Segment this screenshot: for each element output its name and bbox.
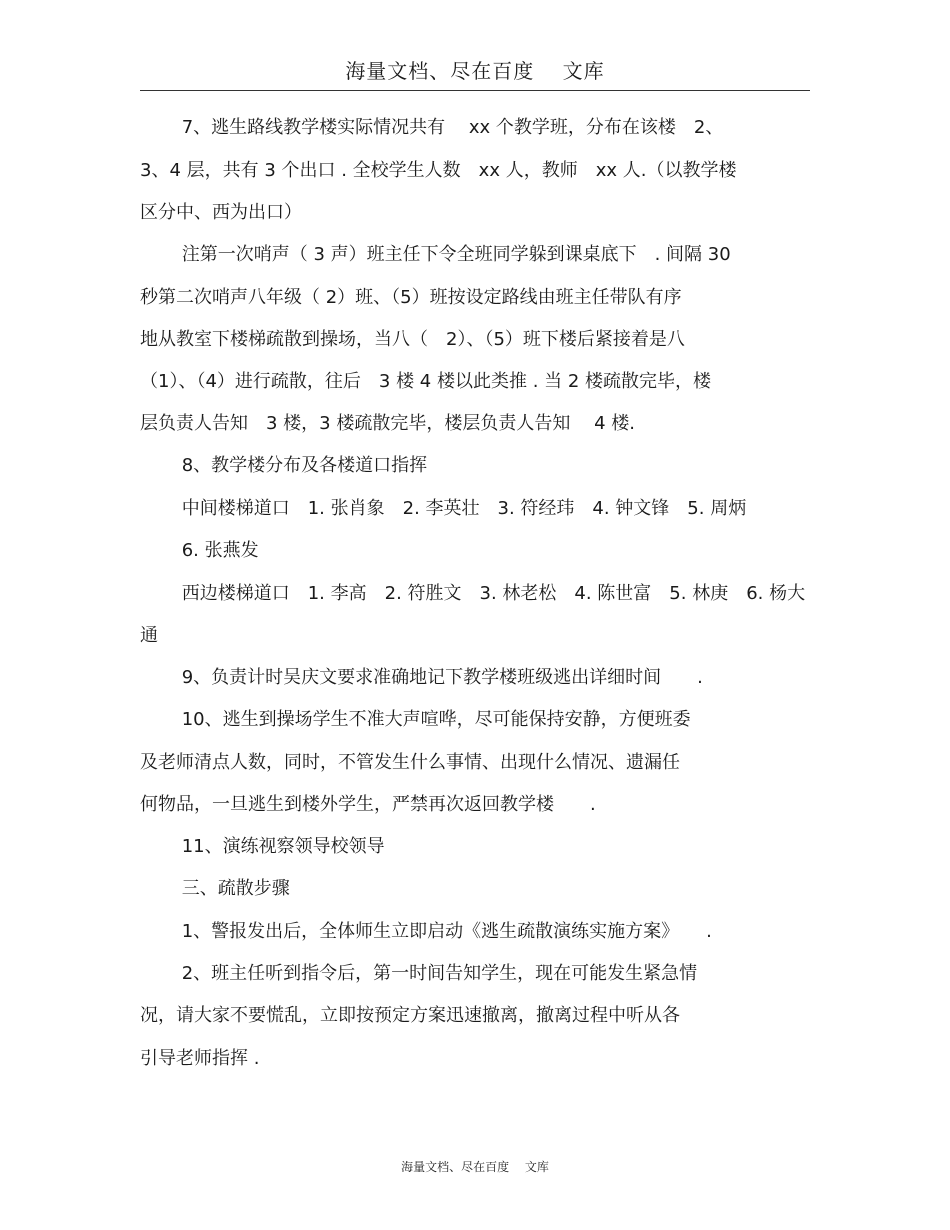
text-line: 西边楼梯道口 1. 李高 2. 符胜文 3. 林老松 4. 陈世富 5. 林庚 6. 杨大: [140, 583, 806, 604]
text-line: 10、逃生到操场学生不准大声喧哗，尽可能保持安静，方便班委: [140, 709, 691, 730]
text-line: 层负责人告知 3 楼，3 楼疏散完毕，楼层负责人告知 4 楼.: [140, 413, 635, 434]
text-line: 3、4 层，共有 3 个出口 . 全校学生人数 xx 人，教师 xx 人.（以教学楼: [140, 160, 737, 181]
text-line: 区分中、西为出口）: [140, 202, 302, 223]
page-header: [140, 56, 810, 91]
text-line: 引导老师指挥 .: [140, 1048, 260, 1069]
page-footer: 海量文档、尽在百度 文库: [401, 1160, 549, 1174]
text-line: 1、警报发出后，全体师生立即启动《逃生疏散演练实施方案》 .: [140, 921, 712, 942]
text-line: 地从教室下楼梯疏散到操场，当八（ 2）、（5）班下楼后紧接着是八: [140, 329, 685, 350]
text-line: 11、演练视察领导校领导: [140, 836, 385, 857]
text-line: 6. 张燕发: [140, 540, 259, 561]
text-line: 及老师清点人数，同时，不管发生什么事情、出现什么情况、遗漏任: [140, 752, 680, 773]
text-line: 注第一次哨声（ 3 声）班主任下令全班同学躲到课桌底下 . 间隔 30: [140, 244, 731, 265]
text-line: （1）、（4）进行疏散，往后 3 楼 4 楼以此类推 . 当 2 楼疏散完毕，楼: [140, 371, 712, 392]
text-line: 秒第二次哨声八年级（ 2）班、（5）班按设定路线由班主任带队有序: [140, 287, 682, 308]
text-line: 8、教学楼分布及各楼道口指挥: [140, 455, 428, 476]
text-line: 7、逃生路线教学楼实际情况共有 xx 个教学班，分布在该楼 2、: [140, 117, 724, 138]
text-line: 中间楼梯道口 1. 张肖象 2. 李英壮 3. 符经玮 4. 钟文锋 5. 周炳: [140, 498, 747, 519]
text-line: 三、疏散步骤: [140, 878, 290, 899]
text-line: 9、负责计时吴庆文要求准确地记下教学楼班级逃出详细时间 .: [140, 667, 703, 688]
header-title: 海量文档、尽在百度 文库: [345, 59, 605, 83]
text-line: 2、班主任听到指令后，第一时间告知学生，现在可能发生紧急情: [140, 963, 698, 984]
text-line: 通: [140, 625, 158, 646]
text-line: 况，请大家不要慌乱，立即按预定方案迅速撤离，撤离过程中听从各: [140, 1005, 680, 1026]
text-line: 何物品，一旦逃生到楼外学生，严禁再次返回教学楼 .: [140, 794, 596, 815]
